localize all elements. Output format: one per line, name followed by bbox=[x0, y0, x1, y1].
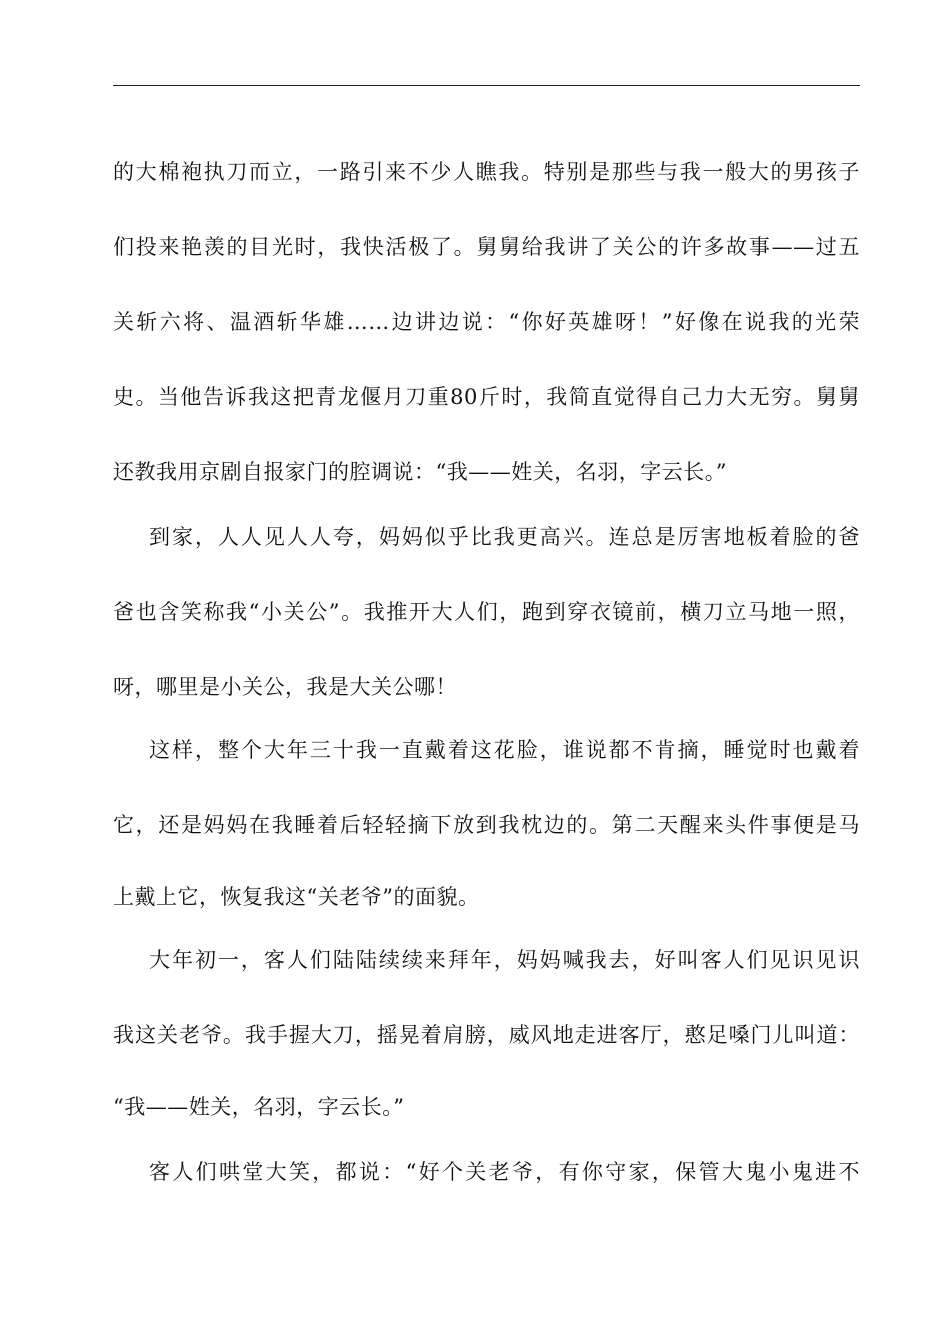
text-line: 大年初一，客人们陆陆续续来拜年，妈妈喊我去，好叫客人们见识见识 bbox=[149, 948, 860, 972]
text-line: 们投来艳羡的目光时，我快活极了。舅舅给我讲了关公的许多故事——过五 bbox=[113, 235, 860, 259]
text-line: 还教我用京剧自报家门的腔调说：“我——姓关，名羽，字云长。” bbox=[113, 460, 727, 484]
text-line: 的大棉袍执刀而立，一路引来不少人瞧我。特别是那些与我一般大的男孩子 bbox=[113, 160, 860, 184]
text-line: “我——姓关，名羽，字云长。” bbox=[113, 1095, 405, 1119]
text-line: 上戴上它，恢复我这“关老爷”的面貌。 bbox=[113, 885, 480, 909]
text-line: 这样，整个大年三十我一直戴着这花脸，谁说都不肯摘，睡觉时也戴着 bbox=[149, 738, 860, 762]
header-rule bbox=[113, 85, 860, 86]
text-line: 到家，人人见人人夸，妈妈似乎比我更高兴。连总是厉害地板着脸的爸 bbox=[149, 525, 860, 549]
text-line: 史。当他告诉我这把青龙偃月刀重80斤时，我简直觉得自己力大无穷。舅舅 bbox=[113, 385, 860, 409]
text-line: 关斩六将、温酒斩华雄……边讲边说：“你好英雄呀！”好像在说我的光荣 bbox=[113, 310, 860, 334]
text-line: 它，还是妈妈在我睡着后轻轻摘下放到我枕边的。第二天醒来头件事便是马 bbox=[113, 813, 860, 837]
text-line: 呀，哪里是小关公，我是大关公哪！ bbox=[113, 675, 457, 699]
text-line: 客人们哄堂大笑，都说：“好个关老爷，有你守家，保管大鬼小鬼进不 bbox=[149, 1160, 860, 1184]
text-line: 我这关老爷。我手握大刀，摇晃着肩膀，威风地走进客厅，憨足嗓门儿叫道： bbox=[113, 1023, 860, 1047]
text-line: 爸也含笑称我“小关公”。我推开大人们，跑到穿衣镜前，横刀立马地一照， bbox=[113, 600, 860, 624]
